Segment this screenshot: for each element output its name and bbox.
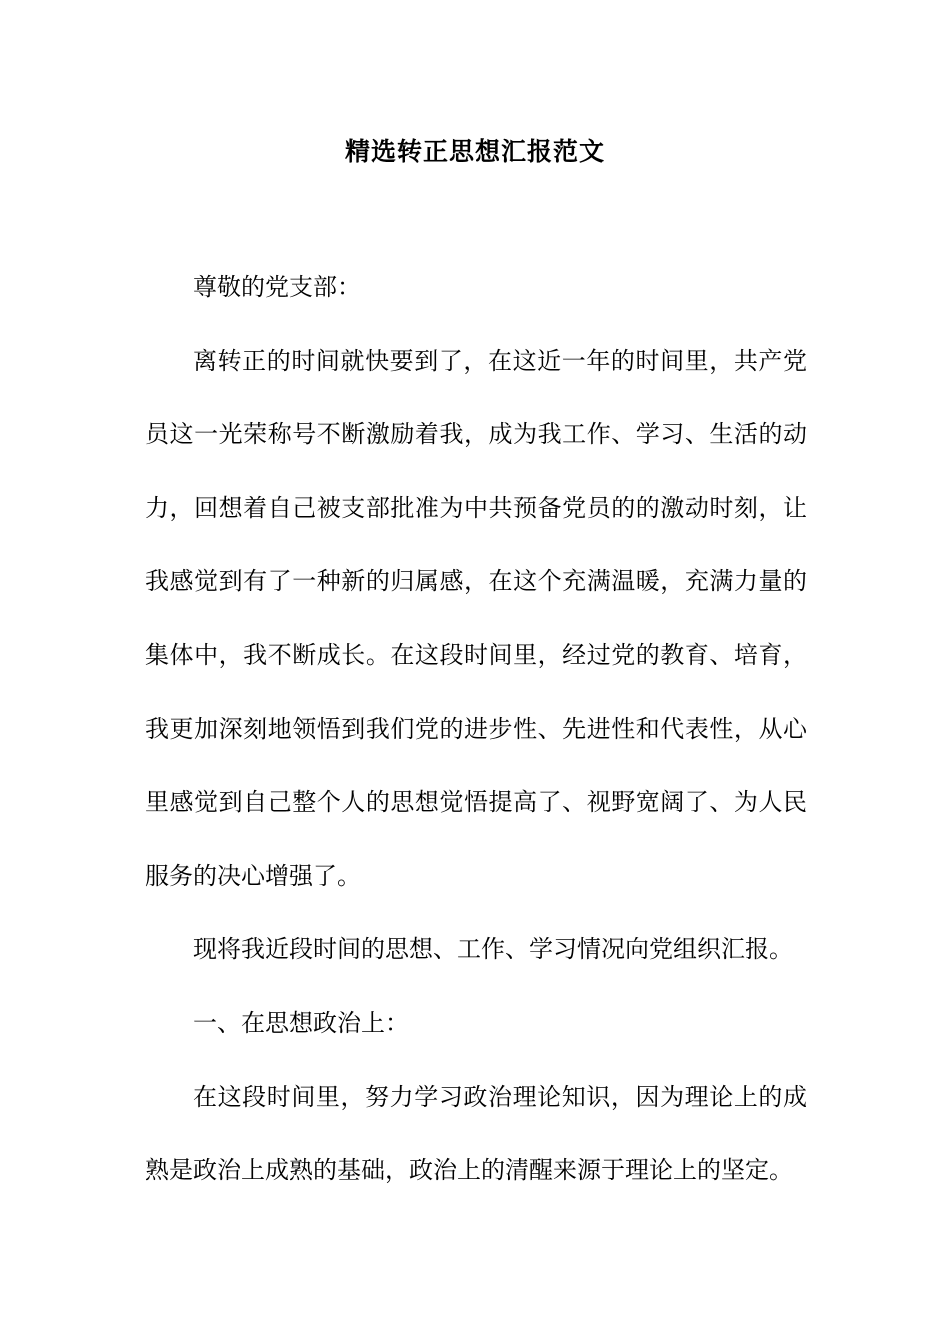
document-body	[145, 251, 807, 1208]
report-intro-paragraph: 现将我近段时间的思想、工作、学习情况向党组织汇报。	[193, 935, 793, 964]
ideology-paragraph: 在这段时间里，努力学习政治理论知识，因为理论上的成熟是政治上成熟的基础，政治上的清醒来源于理论上的坚定。	[145, 1082, 807, 1185]
salutation-paragraph: 尊敬的党支部：	[193, 273, 361, 301]
section-heading-ideology: 一、在思想政治上：	[193, 1008, 409, 1037]
document-title: 精选转正思想汇报范文	[344, 137, 605, 166]
intro-paragraph: 离转正的时间就快要到了，在这近一年的时间里，共产党员这一光荣称号不断激励着我，成为我工作、学习、生活的动力，回想着自己被支部批准为中共预备党员的的激动时刻，让我感觉到有了一种新的归属感，在这个充满温暖，充满力量的集体中，我不断成长。在这段时间里，经过党的教育、培育，我更加深刻地领悟到我们党的进步性、先进性和代表性，从心里感觉到自己整个人的思想觉悟提高了、视野宽阔了、为人民服务的决心增强了。	[145, 346, 807, 890]
